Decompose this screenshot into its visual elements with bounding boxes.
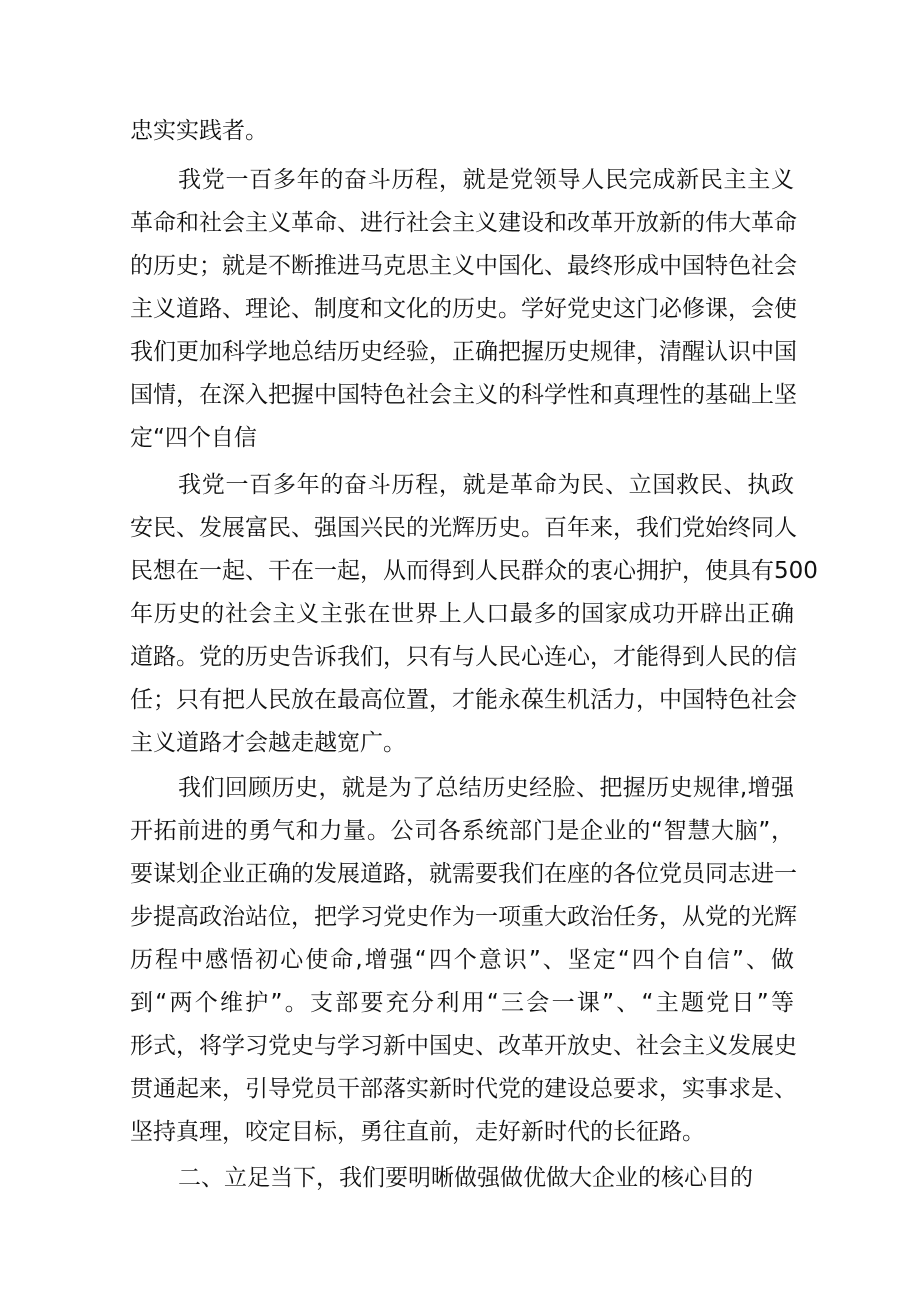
text-line-8: 定“四个自信 <box>130 425 257 451</box>
text-line-15: 主义道路才会越走越宽广。 <box>130 730 406 756</box>
text-line-14: 任；只有把人民放在最高位置，才能永葆生机活力，中国特色社会 <box>130 687 797 713</box>
text-line-20: 历程中感悟初心使命,增强“四个意识”、坚定“四个自信”、做 <box>130 947 794 973</box>
section-heading: 二、立足当下，我们要明晰做强做优做大企业的核心目的 <box>178 1165 753 1191</box>
text-line-13: 道路。党的历史告诉我们，只有与人民心连心，才能得到人民的信 <box>130 644 797 670</box>
text-line-10: 安民、发展富民、强国兴民的光辉历史。百年来，我们党始终同人 <box>130 515 797 541</box>
text-line-19: 步提高政治站位，把学习党史作为一项重大政治任务，从党的光辉 <box>130 904 797 930</box>
text-line-16: 我们回顾历史，就是为了总结历史经脸、把握历史规律,增强 <box>178 775 794 801</box>
text-line-18: 要谋划企业正确的发展道路，就需要我们在座的各位党员同志进一 <box>130 861 797 887</box>
text-line-11: 民想在一起、干在一起，从而得到人民群众的衷心拥护，使具有500 <box>130 558 818 584</box>
text-line-3: 革命和社会主义革命、进行社会主义建设和改革开放新的伟大革命 <box>130 210 797 236</box>
text-line-5: 主义道路、理论、制度和文化的历史。学好党史这门必修课，会使 <box>130 296 797 322</box>
text-line-21: 到“两个维护”。支部要充分利用“三会一课”、“主题党日”等 <box>130 990 794 1016</box>
text-line-22: 形式，将学习党史与学习新中国史、改革开放史、社会主义发展史 <box>130 1033 797 1059</box>
text-line-1: 忠实实践者。 <box>130 118 268 144</box>
text-line-2: 我党一百多年的奋斗历程，就是党领导人民完成新民主主义 <box>178 167 794 193</box>
text-line-23: 贯通起来，引导党员干部落实新时代党的建设总要求，实事求是、 <box>130 1076 797 1102</box>
text-line-4: 的历史；就是不断推进马克思主义中国化、最终形成中国特色社会 <box>130 253 797 279</box>
text-line-7: 国情，在深入把握中国特色社会主义的科学性和真理性的基础上坚 <box>130 382 797 408</box>
text-line-12: 年历史的社会主义主张在世界上人口最多的国家成功开辟出正确 <box>130 601 794 627</box>
text-line-24: 坚持真理，咬定目标，勇往直前，走好新时代的长征路。 <box>130 1119 705 1145</box>
text-line-6: 我们更加科学地总结历史经验，正确把握历史规律，清醒认识中国 <box>130 339 797 365</box>
text-line-9: 我党一百多年的奋斗历程，就是革命为民、立国救民、执政 <box>178 472 794 498</box>
text-line-17: 开拓前进的勇气和力量。公司各系统部门是企业的“智慧大脑”， <box>130 818 794 844</box>
